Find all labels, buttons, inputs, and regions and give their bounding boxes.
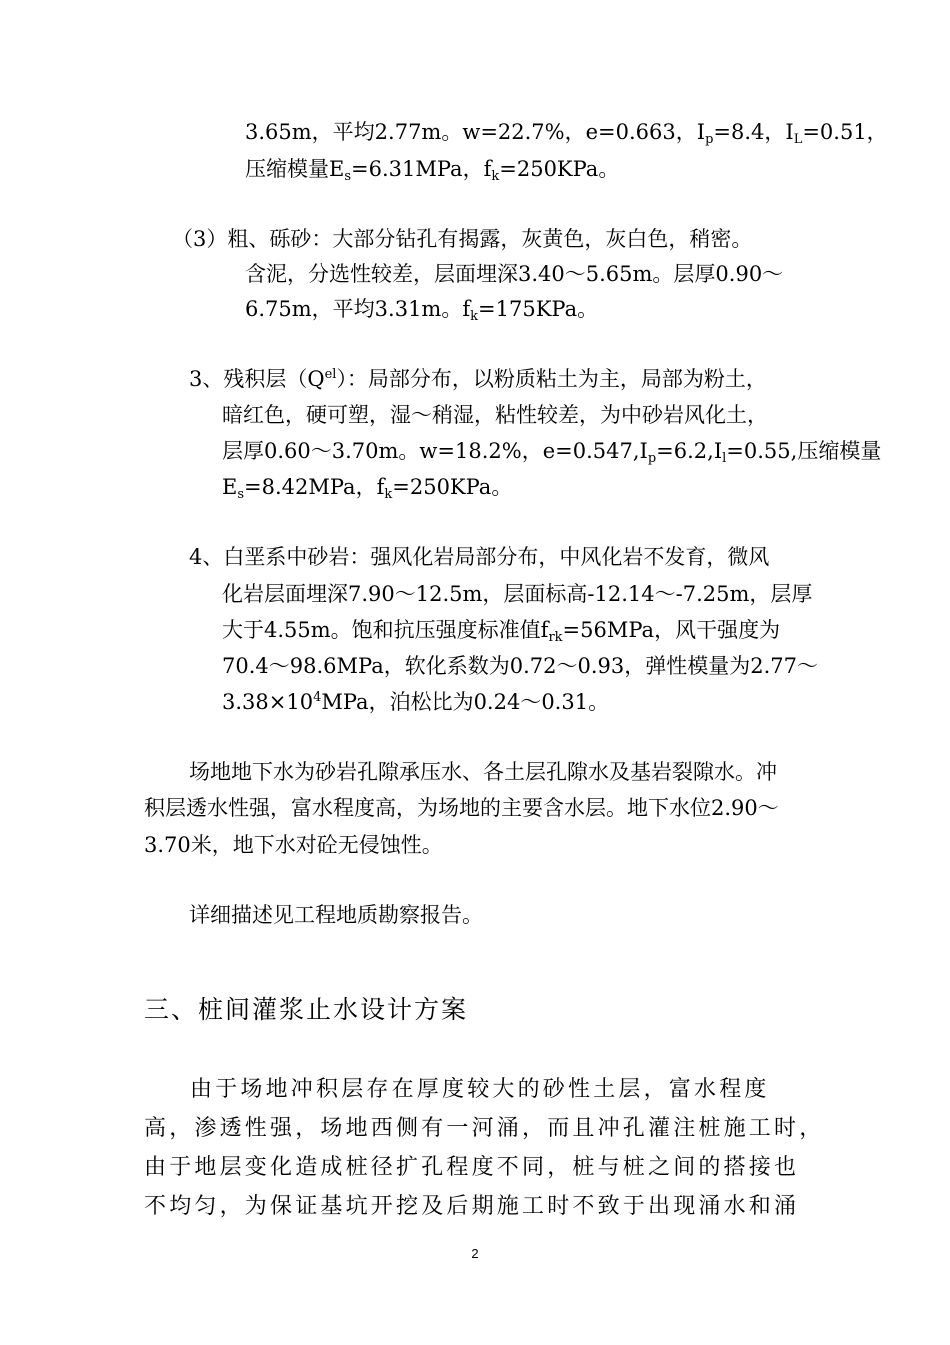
- text-line: 70.4～98.6MPa，软化系数为0.72～0.93，弹性模量为2.77～: [222, 654, 818, 678]
- text-line: 3.70米，地下水对砼无侵蚀性。: [144, 833, 443, 857]
- section-heading: 三、桩间灌浆止水设计方案: [144, 995, 469, 1024]
- text-line: 积层透水性强，富水程度高，为场地的主要含水层。地下水位2.90～: [144, 796, 779, 820]
- text-line: 含泥，分选性较差，层面埋深3.40～5.65m。层厚0.90～: [245, 262, 784, 286]
- text-line: 由于地层变化造成桩径扩孔程度不同，桩与桩之间的搭接也: [144, 1155, 800, 1180]
- text-line: （3）粗、砾砂：大部分钻孔有揭露，灰黄色，灰白色，稍密。: [172, 227, 753, 251]
- text-line: 大于4.55m。饱和抗压强度标准值$f_{rk}=56MPa$，风干强度为: [222, 618, 781, 645]
- text-line: $3.38\times 10^4MPa$，泊松比为0.24～0.31。: [222, 690, 610, 714]
- text-line: 不均匀，为保证基坑开挖及后期施工时不致于出现涌水和涌: [144, 1194, 800, 1219]
- text-line: 压缩模量$E_s=6.31MPa$，$f_k=250KPa$。: [245, 157, 620, 184]
- text-line: 4、白垩系中砂岩：强风化岩局部分布，中风化岩不发育，微风: [189, 545, 770, 569]
- page-number: 2: [471, 1246, 479, 1261]
- text-line: 详细描述见工程地质勘察报告。: [189, 903, 483, 927]
- text-line: 场地地下水为砂岩孔隙承压水、各土层孔隙水及基岩裂隙水。冲: [189, 760, 777, 784]
- text-line: 化岩层面埋深7.90～12.5m，层面标高-12.14～-7.25m，层厚: [222, 582, 813, 606]
- text-line: 3.65m，平均2.77m。w=22.7%，e=0.663，$I_p=8.4$，$I_L=0.51$，: [245, 120, 888, 147]
- text-line: 3、残积层$(Q^{el})$：局部分布，以粉质粘土为主，局部为粉土，: [189, 367, 767, 391]
- text-line: 暗红色，硬可塑，湿～稍湿，粘性较差，为中砂岩风化土，: [222, 403, 768, 427]
- text-line: 6.75m，平均3.31m。$f_k=175KPa$。: [245, 297, 599, 324]
- text-line: $E_s=8.42MPa$，$f_k=250KPa$。: [222, 475, 513, 502]
- text-line: 由于场地冲积层存在厚度较大的砂性土层，富水程度: [190, 1077, 770, 1102]
- text-line: 层厚0.60～3.70m。w=18.2%，$e=0.547,I_p=6.2,I_l=0.55$,压缩模量: [222, 439, 882, 466]
- text-line: 高，渗透性强，场地西侧有一河涌，而且冲孔灌注桩施工时，: [144, 1116, 825, 1141]
